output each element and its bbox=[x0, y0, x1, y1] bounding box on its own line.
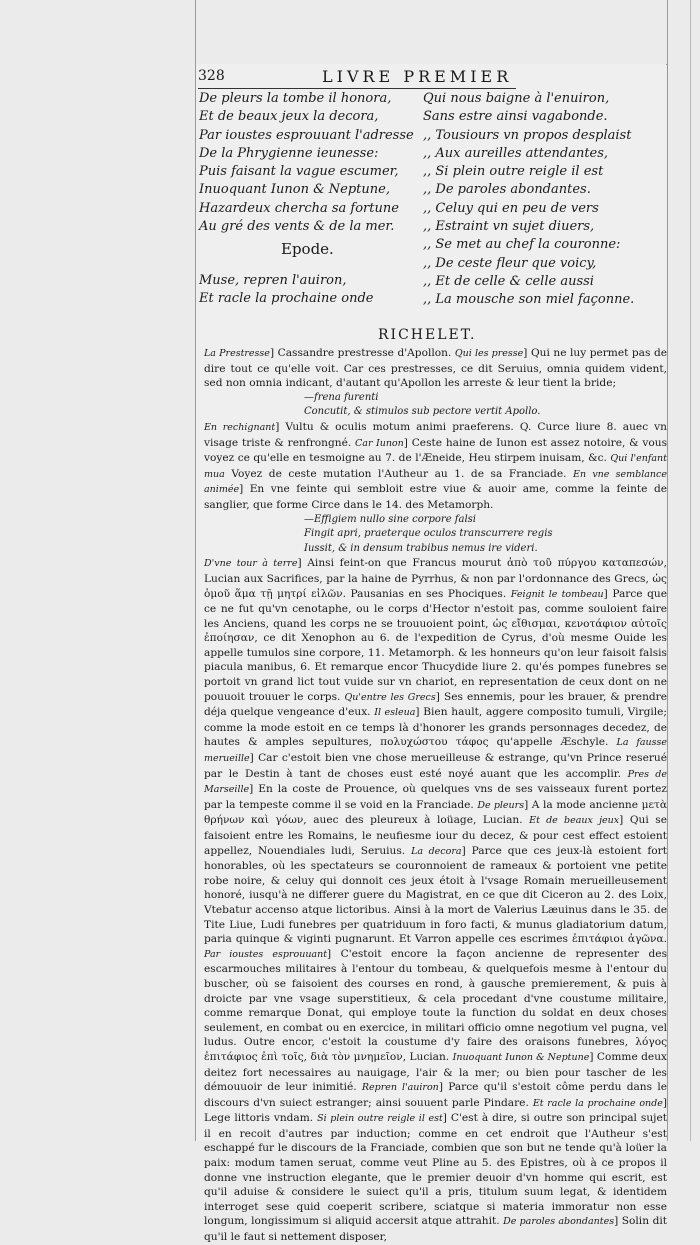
quote-line: —Effigiem nullo sine corpore falsi bbox=[304, 513, 476, 525]
lemma: De paroles abondantes bbox=[503, 1216, 615, 1228]
verse-line: Hazardeux chercha sa fortune bbox=[199, 200, 399, 216]
verse-line: Par ioustes esprouuant l'adresse bbox=[199, 127, 414, 143]
quote-line: —frena furenti bbox=[304, 391, 379, 403]
lemma: La Prestresse bbox=[204, 348, 270, 359]
page-right-edge bbox=[667, 0, 668, 1141]
poem-right-column bbox=[423, 90, 634, 310]
lemma: Qu'entre les Grecs bbox=[344, 691, 436, 703]
verse-line: Sans estre ainsi vagabonde. bbox=[423, 109, 608, 125]
lemma: Repren l'auiron bbox=[361, 1082, 439, 1094]
gloss: ] Ainsi feint-on que Francus mourut ἀπὸ τοῦ πύργου καταπεσών, Lucian aux Sacrifices, par la haine de Pyrrhus, & non par l'ordonnance des Grecs, ὡς ὁμοῦ ἅμα τῇ μητρί εἰλῶν. Pausanias en ses Phociques. bbox=[204, 557, 667, 600]
verse-line: ,, De paroles abondantes. bbox=[423, 182, 591, 198]
verse-line: ,, La mousche son miel façonne. bbox=[423, 292, 635, 308]
gutter-line bbox=[690, 0, 691, 1141]
gloss: ] Cassandre prestresse d'Apollon. bbox=[269, 347, 452, 359]
verse-line: Au gré des vents & de la mer. bbox=[199, 219, 395, 235]
verse-line: ,, Aux aureilles attendantes, bbox=[423, 145, 609, 161]
verse-line: Et de beaux jeux la decora, bbox=[199, 109, 379, 125]
verse-line: Puis faisant la vague escumer, bbox=[199, 164, 399, 180]
gloss: Voyez de ceste mutation l'Autheur au 1. de sa Franciade. bbox=[231, 467, 567, 480]
page-header bbox=[198, 68, 516, 89]
latin-quotation bbox=[304, 391, 667, 420]
lemma: La fausse merueille bbox=[204, 737, 667, 765]
gloss: ] En la coste de Prouence, où quelques vns de ses vaisseaux furent portez par la tempeste comme il se void en la Franciade. bbox=[204, 783, 667, 811]
epode-verse bbox=[199, 272, 373, 309]
lemma: Et racle la prochaine onde bbox=[532, 1097, 663, 1109]
lemma: D'vne tour à terre bbox=[204, 558, 298, 570]
poem-left-column bbox=[199, 90, 414, 236]
gloss: ] Parce que ces jeux-là estoient fort honorables, où les spectateurs se couronnoient de rameaux & portoient vne petite robe noire, & celuy qui donnoit ces jeux étoit à l'vsage Romain merueilleusement honoré, iusqu'à ne differer guere du Magistrat, en ce que dit Ciceron au 2. des Loix, Vtebatur accenso atque lictoribus. Ainsi à la mort de Valerius Læuinus dans le 35. de Tite Liue, Ludi funebres per quatriduum in foro facti, & munus gladiatorium datum, paria quinque & viginti pugnarunt. Et Varron appelle ces escrimes ἐπιτάφιοι ἀγῶνα. bbox=[204, 844, 667, 946]
quote-line: Concutit, & stimulos sub pectore vertit Apollo. bbox=[304, 406, 541, 418]
lemma: La decora bbox=[411, 845, 462, 857]
lemma: Pres de Marseille bbox=[204, 768, 667, 796]
verse-line: ,, Celuy qui en peu de vers bbox=[423, 200, 599, 216]
commentary-body bbox=[204, 346, 667, 1245]
verse-line: Qui nous baigne à l'enuiron, bbox=[423, 91, 610, 106]
page-number: 328 bbox=[198, 68, 225, 84]
gloss: ] C'estoit encore la façon ancienne de representer des escarmouches militaires à l'entour du tombeau, & quelquefois mesme à l'entour du buscher, où se faisoient des courses en rond, à gausche premierement, & puis à droicte par vne vsage superstitieux, & cela procedant d'vne coustume militaire, comme remarque Donat, qui employe toute la function du soldat en deux choses seulement, en combat ou en exercice, in militari officio omne negotium vel pugna, vel ludus. Outre encor, c'estoit la coustume d'y faire des oraisons funebres, λόγος ἐπιτάφιος ἐπὶ τοῖς, διὰ τὸν μνημεῖον, Lucian. bbox=[204, 947, 668, 1063]
verse-line: ,, Si plein outre reigle il est bbox=[423, 164, 604, 180]
gloss: ] Lege littoris vndam. bbox=[204, 1096, 668, 1125]
verse-line: ,, Se met au chef la couronne: bbox=[423, 237, 621, 253]
verse-line: De la Phrygienne ieunesse: bbox=[199, 145, 379, 161]
gloss: ] Parce qu'il s'estoit côme perdu dans le discours d'vn suiect estranger; ainsi souuent parle Pindare. bbox=[204, 1081, 667, 1109]
commentary-paragraph bbox=[204, 420, 667, 513]
verse-line: De pleurs la tombe il honora, bbox=[199, 91, 392, 106]
gloss: ] Ceste haine de Iunon est assez notoire, & vous voyez ce qu'elle en tesmoigne au 7. de l'Æneide, Heu stirpem inuisam, &c. bbox=[204, 436, 668, 465]
lemma: En rechignant bbox=[204, 421, 276, 433]
running-head: LIVRE PREMIER bbox=[322, 67, 513, 86]
verse-line: Et racle la prochaine onde bbox=[199, 291, 374, 307]
lemma: Il esleua bbox=[374, 707, 416, 719]
lemma: Par ioustes esprouuant bbox=[204, 948, 328, 960]
quote-line: Iussit, & in densum trabibus nemus ire videri. bbox=[304, 542, 538, 554]
lemma: Qui l'enfant mua bbox=[204, 453, 667, 480]
gloss: ] Ses ennemis, pour les brauer, & prendre déja quelque vengeance d'eux. bbox=[204, 690, 668, 719]
lemma: Feignit le tombeau bbox=[510, 588, 604, 600]
gloss: ] Solin dit qu'il le faut si nettement disposer, bbox=[204, 1215, 667, 1244]
gloss: ] Comme deux deitez fort necessaires au nauigage, l'air & la mer; ou bien pour tascher de les démouuoir de leur inimitié. bbox=[204, 1050, 668, 1094]
quote-line: Fingit apri, praeterque oculos transcurrere regis bbox=[304, 528, 553, 540]
commentary-paragraph bbox=[204, 556, 667, 1244]
lemma: Et de beaux jeux bbox=[529, 815, 620, 827]
lemma: En vne semblance animée bbox=[204, 468, 667, 496]
lemma: Qui les presse bbox=[454, 348, 524, 359]
latin-quotation bbox=[304, 513, 667, 557]
gloss: ] Qui ne luy permet pas de dire tout ce qu'elle voit. Car ces prestresses, ce dit Seruius, omnia quidem vident, sed non omnia indicant, d'autant qu'Apollon les arreste & leur tient la bride; bbox=[204, 347, 668, 390]
gloss: ] Car c'estoit bien vne chose merueilleuse & estrange, qu'vn Prince reserué par le Destin à tant de choses eust esté noyé auant que les accomplir. bbox=[204, 752, 667, 780]
gloss: ] Parce que ce ne fut qu'vn cenotaphe, ou le corps d'Hector n'estoit pas, comme souloient faire les Anciens, quand les corps ne se trouuoient point, ὡς εἴθισμαι, κενοτάφιον αὐτοῖς ἐποίησαν, ce dit Xenophon au 6. de l'expedition de Cyrus, d'où mesme Ouide les appelle tumulos sine corpore, 11. Metamorph. & les honneurs qu'on leur faisoit falsis piacula manibus, 6. Et remarque encor Thucydide liure 2. qu'és pompes funebres se portoit vn grand lict tout vuide sur vn chariot, en representation de ceux dont on ne pouuoit trouuer le corps. bbox=[204, 587, 667, 703]
verse-line: ,, Tousiours vn propos desplaist bbox=[423, 127, 632, 143]
verse-line: Muse, repren l'auiron, bbox=[199, 273, 347, 288]
epode-heading: Epode. bbox=[281, 240, 334, 258]
lemma: De pleurs bbox=[477, 799, 525, 811]
verse-line: ,, De ceste fleur que voicy, bbox=[423, 255, 597, 271]
verse-line: ,, Et de celle & celle aussi bbox=[423, 273, 594, 289]
gloss: ] Bien hault, aggere composito tumuli, Virgile; comme la mode estoit en ce temps là d'honorer les grands personnages decedez, de hautes & amples sepultures, πολυχώστου τάφος qu'appelle Æschyle. bbox=[204, 706, 667, 749]
gloss: ] Qui se faisoient entre les Romains, le neufiesme iour du decez, & pour cest effect estoient appellez, Nouendiales ludi, Seruius. bbox=[204, 814, 667, 857]
gloss: ] Vultu & oculis motum animi praeferens. Q. Curce liure 8. auec vn visage triste & renfrongné. bbox=[204, 420, 667, 449]
lemma: Car Iunon bbox=[355, 437, 404, 449]
lemma: Inuoquant Iunon & Neptune bbox=[452, 1051, 590, 1063]
commentary-paragraph bbox=[204, 346, 667, 391]
lemma: Si plein outre reigle il est bbox=[317, 1113, 443, 1125]
gloss: ] En vne feinte qui sembloit estre viue & auoir ame, comme la feinte de sanglier, que forme Circe dans le 14. des Metamorph. bbox=[204, 483, 667, 511]
gloss: ] C'est à dire, si outre son principal sujet il en recoit d'autres par induction; comme en cet endroit que l'Autheur s'est eschappé fur le discours de la Franciade, combien que son but ne tende qu'à loüer la paix: modum tamen seruat, comme veut Pline au 5. des Epistres, où à ce propos il donne vne instruction elegante, que le premier deuoir d'vn homme qui escrit, est qu'il aduise & considere le suiect qu'il a pris, titulum suum legat, & identidem interroget sese quid coeperit scribere, sciatque si materia immoratur non esse longum, longissimum si aliquid accersit atque attrahit. bbox=[204, 1112, 667, 1228]
verse-line: Inuoquant Iunon & Neptune, bbox=[199, 182, 390, 198]
commentary-title: RICHELET. bbox=[378, 327, 477, 343]
verse-line: ,, Estraint vn sujet diuers, bbox=[423, 219, 595, 235]
gloss: ] A la mode ancienne μετὰ θρήνων καὶ γόων, auec des pleureux à loüage, Lucian. bbox=[204, 798, 667, 827]
